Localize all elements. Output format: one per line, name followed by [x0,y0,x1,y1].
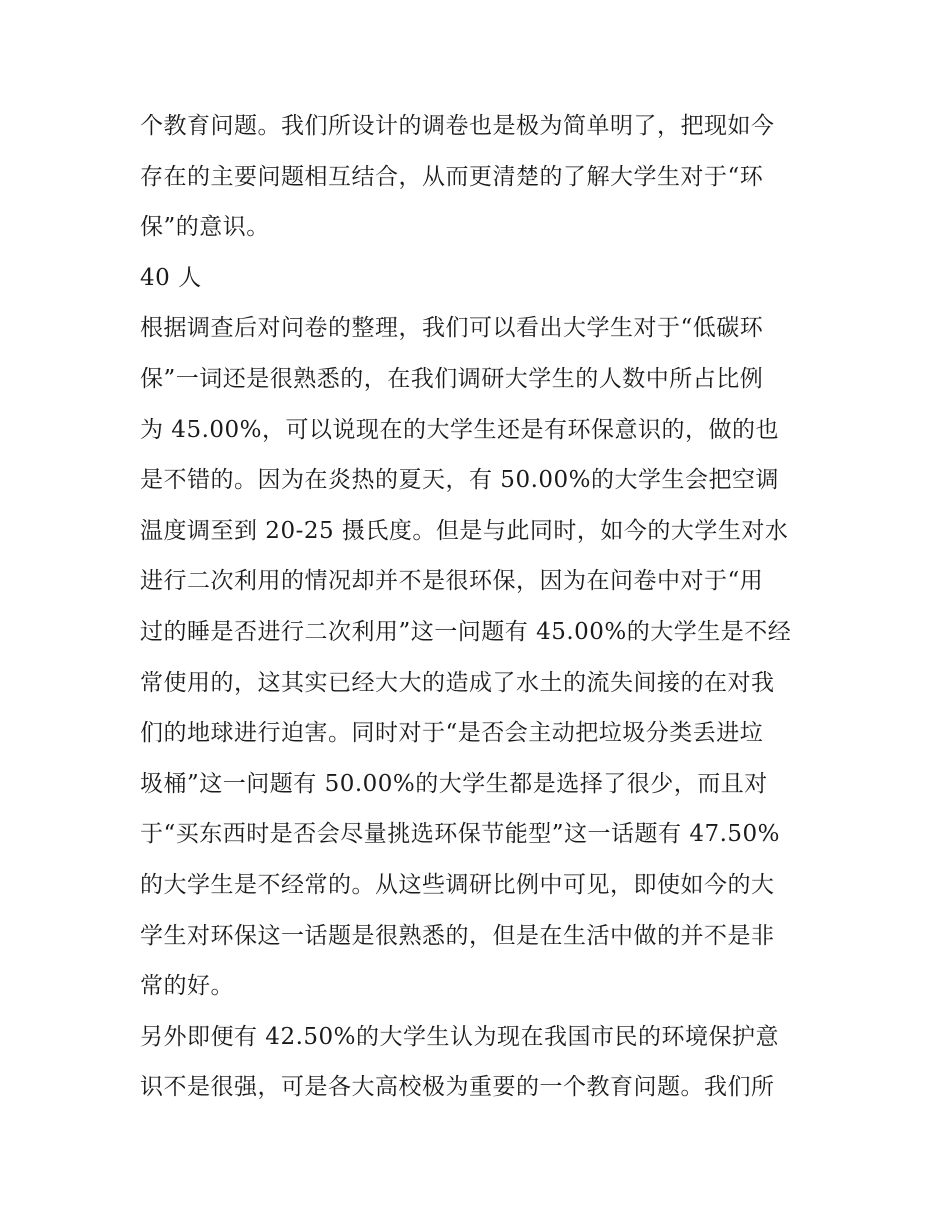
text-line: 保”一词还是很熟悉的，在我们调研大学生的人数中所占比例 [140,365,764,392]
text-line: 常的好。 [140,973,234,1000]
text-line: 根据调查后对问卷的整理，我们可以看出大学生对于“低碳环 [140,315,764,342]
text-line: 个教育问题。我们所设计的调卷也是极为简单明了，把现如今 [140,113,775,139]
text-line: 于“买东西时是否会尽量挑选环保节能型”这一话题有 47.50% [140,821,781,848]
text-line: 过的睡是否进行二次利用”这一问题有 45.00%的大学生是不经 [140,618,792,645]
document-body [140,101,820,1113]
text-line: 进行二次利用的情况却并不是很环保，因为在问卷中对于“用 [140,568,764,595]
text-line: 温度调至到 20-25 摄氏度。但是与此同时，如今的大学生对水 [140,517,789,544]
text-line: 另外即便有 42.50%的大学生认为现在我国市民的环境保护意 [140,1023,780,1050]
text-line: 是不错的。因为在炎热的夏天，有 50.00%的大学生会把空调 [140,467,780,494]
text-line: 常使用的，这其实已经大大的造成了水土的流失间接的在对我 [140,669,775,696]
text-line: 的大学生是不经常的。从这些调研比例中可见，即使如今的大 [140,871,775,898]
text-line: 为 45.00%，可以说现在的大学生还是有环保意识的，做的也 [140,416,780,443]
text-line: 们的地球进行迫害。同时对于“是否会主动把垃圾分类丢进垃 [140,720,764,747]
text-line: 学生对环保这一话题是很熟悉的，但是在生活中做的并不是非 [140,922,775,949]
text-line: 圾桶”这一问题有 50.00%的大学生都是选择了很少，而且对 [140,770,768,797]
text-line: 存在的主要问题相互结合，从而更清楚的了解大学生对于“环 [140,163,764,190]
text-line: 保”的意识。 [140,214,270,241]
text-line: 识不是很强，可是各大高校极为重要的一个教育问题。我们所 [140,1074,775,1101]
text-line: 40 人 [140,264,202,291]
